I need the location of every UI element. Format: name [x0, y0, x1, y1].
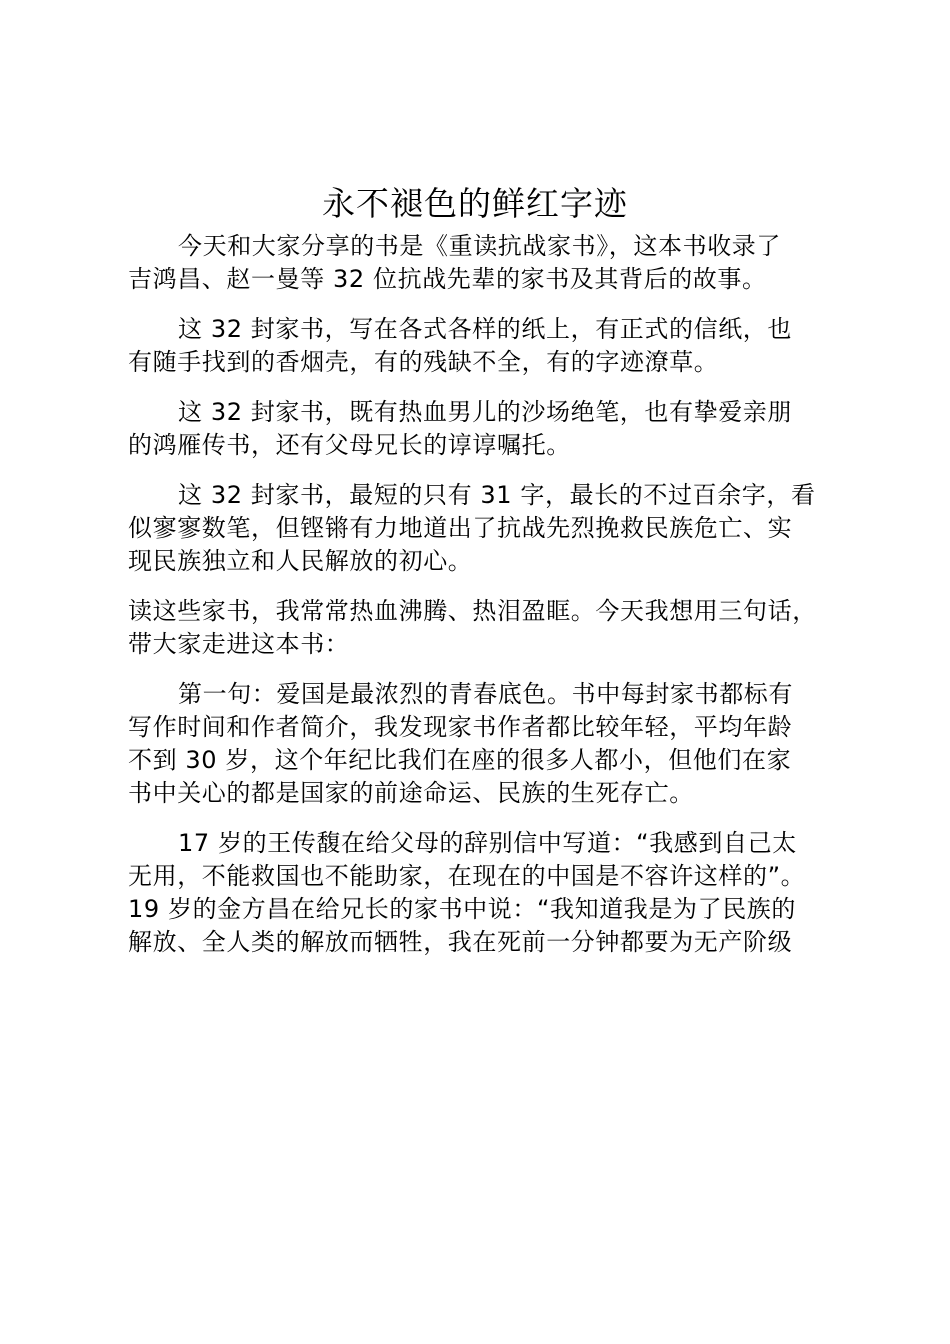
paragraph-line: 这 32 封家书，最短的只有 31 字，最长的不过百余字，看 — [178, 481, 816, 509]
paragraph-1 — [128, 230, 838, 296]
paragraph-line: 不到 30 岁，这个年纪比我们在座的很多人都小，但他们在家 — [128, 746, 792, 774]
paragraph-line: 有随手找到的香烟壳，有的残缺不全，有的字迹潦草。 — [128, 348, 719, 376]
paragraph-line: 这 32 封家书，既有热血男儿的沙场绝笔，也有挚爱亲朋 — [178, 398, 792, 426]
paragraph-line: 带大家走进这本书： — [128, 630, 350, 658]
paragraph-2 — [128, 313, 838, 379]
paragraph-7 — [128, 827, 838, 959]
paragraph-line: 读这些家书，我常常热血沸腾、热泪盈眶。今天我想用三句话， — [128, 597, 817, 625]
paragraph-line: 吉鸿昌、赵一曼等 32 位抗战先辈的家书及其背后的故事。 — [128, 265, 767, 293]
paragraph-line: 今天和大家分享的书是《重读抗战家书》，这本书收录了 — [178, 232, 781, 260]
paragraph-line: 解放、全人类的解放而牺牲，我在死前一分钟都要为无产阶级 — [128, 928, 793, 956]
paragraph-line: 无用，不能救国也不能助家，在现在的中国是不容许这样的”。 — [128, 862, 806, 890]
paragraph-line: 写作时间和作者简介，我发现家书作者都比较年轻，平均年龄 — [128, 713, 793, 741]
paragraph-5 — [128, 595, 838, 661]
document-body — [128, 230, 838, 959]
paragraph-4 — [128, 479, 838, 578]
paragraph-line: 第一句：爱国是最浓烈的青春底色。书中每封家书都标有 — [178, 680, 793, 708]
paragraph-line: 现民族独立和人民解放的初心。 — [128, 547, 473, 575]
paragraph-line: 似寥寥数笔，但铿锵有力地道出了抗战先烈挽救民族危亡、实 — [128, 514, 793, 542]
paragraph-line: 这 32 封家书，写在各式各样的纸上，有正式的信纸，也 — [178, 315, 792, 343]
paragraph-3 — [128, 396, 838, 462]
document-title: 永不褪色的鲜红字迹 — [322, 184, 628, 223]
paragraph-line: 的鸿雁传书，还有父母兄长的谆谆嘱托。 — [128, 431, 571, 459]
paragraph-line: 19 岁的金方昌在给兄长的家书中说：“我知道我是为了民族的 — [128, 895, 796, 923]
paragraph-6 — [128, 678, 838, 810]
paragraph-line: 17 岁的王传馥在给父母的辞别信中写道：“我感到自己太 — [178, 829, 797, 857]
paragraph-line: 书中关心的都是国家的前途命运、民族的生死存亡。 — [128, 779, 694, 807]
